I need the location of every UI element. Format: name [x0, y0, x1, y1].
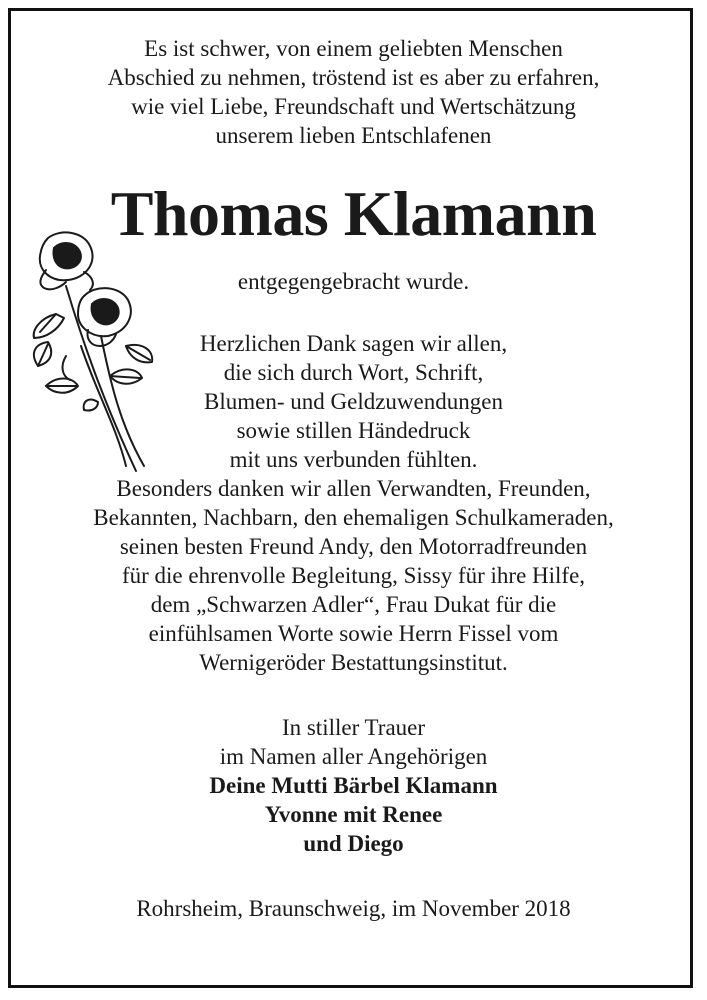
- intro-line-2: Abschied zu nehmen, tröstend ist es aber zu erfahren,: [107, 65, 600, 90]
- thanks-line-5: mit uns verbunden fühlten.: [229, 447, 478, 472]
- thanks-line-9: für die ehrenvolle Begleitung, Sissy für ihre Hilfe,: [121, 563, 586, 588]
- mourning-line-2: im Namen aller Angehörigen: [219, 744, 488, 769]
- thanks-line-12: Wernigeröder Bestattungsinstitut.: [199, 650, 508, 675]
- thanks-line-2: die sich durch Wort, Schrift,: [223, 360, 484, 385]
- signatory-1: Deine Mutti Bärbel Klamann: [209, 773, 498, 798]
- signatory-3: und Diego: [303, 831, 404, 856]
- mourning-line-1: In stiller Trauer: [281, 715, 426, 740]
- place-date: Rohrsheim, Braunschweig, im November 2018: [136, 896, 571, 921]
- thanks-line-1: Herzlichen Dank sagen wir allen,: [199, 331, 508, 356]
- after-name-line: entgegengebracht wurde.: [237, 269, 470, 294]
- deceased-name: Thomas Klamann: [110, 178, 597, 249]
- thanks-line-4: sowie stillen Händedruck: [236, 418, 471, 443]
- intro-line-4: unserem lieben Entschlafenen: [215, 123, 492, 148]
- thanks-line-7: Bekannten, Nachbarn, den ehemaligen Schulkameraden,: [93, 505, 614, 530]
- signatory-2: Yvonne mit Renee: [264, 802, 443, 827]
- intro-line-1: Es ist schwer, von einem geliebten Menschen: [144, 36, 563, 61]
- thanks-line-8: seinen besten Freund Andy, den Motorradfreunden: [119, 534, 588, 559]
- thanks-line-10: dem „Schwarzen Adler“, Frau Dukat für die: [150, 592, 557, 617]
- thanks-line-3: Blumen- und Geldzuwendungen: [204, 389, 503, 414]
- thanks-line-6: Besonders danken wir allen Verwandten, Freunden,: [116, 476, 591, 501]
- intro-line-3: wie viel Liebe, Freundschaft und Wertschätzung: [131, 94, 576, 119]
- thanks-line-11: einfühlsamen Worte sowie Herrn Fissel vom: [148, 621, 559, 646]
